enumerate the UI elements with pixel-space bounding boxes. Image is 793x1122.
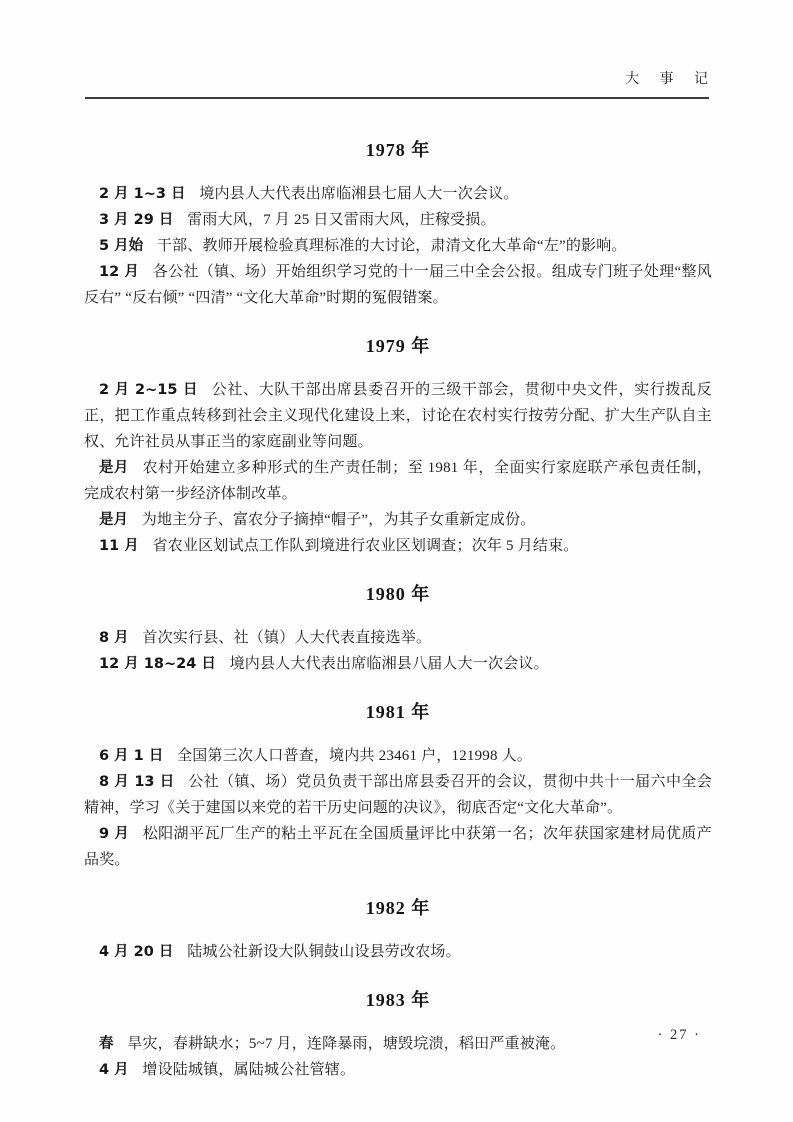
year-heading: 1980 年 xyxy=(365,584,431,604)
entry-date: 11 月 xyxy=(99,538,139,554)
entry-list xyxy=(84,377,712,559)
entry-list xyxy=(84,181,712,311)
entry-date: 是月 xyxy=(99,460,129,476)
year-heading: 1981 年 xyxy=(365,702,431,722)
entry-date: 5 月始 xyxy=(99,238,144,254)
chronicle-entry xyxy=(84,533,712,559)
entry-list xyxy=(84,1031,712,1083)
year-section xyxy=(84,701,712,873)
entry-date: 6 月 1 日 xyxy=(99,748,164,764)
chronicle-entry xyxy=(84,625,712,651)
year-section xyxy=(84,335,712,559)
entry-list xyxy=(84,625,712,677)
year-section xyxy=(84,139,712,311)
entry-text: 陆城公社新设大队铜鼓山设县劳改农场。 xyxy=(187,944,461,960)
year-section xyxy=(84,583,712,677)
entry-text: 旱灾，春耕缺水；5~7 月，连降暴雨，塘毁垸溃，稻田严重被淹。 xyxy=(127,1036,566,1052)
entry-date: 3 月 29 日 xyxy=(99,212,174,228)
entry-date: 2 月 2~15 日 xyxy=(99,382,198,398)
running-title: 大 事 记 xyxy=(625,71,716,87)
chronicle-entry xyxy=(84,651,712,677)
entry-date: 8 月 xyxy=(99,630,129,646)
chronicle-entry xyxy=(84,181,712,207)
entry-text: 各公社（镇、场）开始组织学习党的十一届三中全会公报。组成专门班子处理“整风反右” “反右倾” “四清” “文化大革命”时期的冤假错案。 xyxy=(84,264,712,306)
entry-text: 公社（镇、场）党员负责干部出席县委召开的会议，贯彻中共十一届六中全会精神，学习《关于建国以来党的若干历史问题的决议》，彻底否定“文化大革命”。 xyxy=(84,774,712,816)
entry-date: 是月 xyxy=(99,512,128,528)
page-number: · 27 · xyxy=(657,1027,701,1043)
chronicle-entry xyxy=(84,207,712,233)
chronicle-entry xyxy=(84,939,712,965)
entry-text: 首次实行县、社（镇）人大代表直接选举。 xyxy=(142,630,432,646)
chronicle-entry xyxy=(84,1057,712,1083)
entry-text: 农村开始建立多种形式的生产责任制；至 1981 年，全面实行家庭联产承包责任制，完成农村第一步经济体制改革。 xyxy=(84,460,712,502)
entry-text: 全国第三次人口普查，境内共 23461 户，121998 人。 xyxy=(177,748,533,764)
entry-text: 境内县人大代表出席临湘县七届人大一次会议。 xyxy=(199,186,519,202)
chronicle-entry xyxy=(84,507,712,533)
entry-text: 增设陆城镇，属陆城公社管辖。 xyxy=(142,1062,356,1078)
entry-text: 省农业区划试点工作队到境进行农业区划调查；次年 5 月结束。 xyxy=(152,538,579,554)
chronicle-entry xyxy=(84,259,712,311)
entry-date: 12 月 18~24 日 xyxy=(99,656,216,672)
entry-text: 松阳湖平瓦厂生产的粘土平瓦在全国质量评比中获第一名；次年获国家建材局优质产品奖。 xyxy=(84,826,712,868)
chronicle-entry xyxy=(84,377,712,455)
chronicle-entry xyxy=(84,769,712,821)
entry-date: 12 月 xyxy=(99,264,140,280)
entry-date: 4 月 xyxy=(99,1062,129,1078)
year-heading: 1979 年 xyxy=(365,336,431,356)
entry-list xyxy=(84,939,712,965)
entry-date: 2 月 1~3 日 xyxy=(99,186,186,202)
year-section xyxy=(84,897,712,965)
entry-date: 4 月 20 日 xyxy=(99,944,174,960)
year-heading: 1983 年 xyxy=(365,990,431,1010)
chronicle-entry xyxy=(84,1031,712,1057)
page-header xyxy=(85,0,716,99)
chronicle-entry xyxy=(84,455,712,507)
year-heading: 1982 年 xyxy=(365,898,431,918)
entry-text: 干部、教师开展检验真理标准的大讨论，肃清文化大革命“左”的影响。 xyxy=(156,238,627,254)
entry-text: 为地主分子、富农分子摘掉“帽子”，为其子女重新定成份。 xyxy=(141,512,536,528)
year-section xyxy=(84,989,712,1083)
entry-date: 9 月 xyxy=(99,826,130,842)
entry-text: 境内县人大代表出席临湘县八届人大一次会议。 xyxy=(229,656,549,672)
entry-text: 雷雨大风，7 月 25 日又雷雨大风，庄稼受损。 xyxy=(187,212,496,228)
chronicle-entry xyxy=(84,743,712,769)
entry-text: 公社、大队干部出席县委召开的三级干部会，贯彻中央文件，实行拨乱反正，把工作重点转移到社会主义现代化建设上来，讨论在农村实行按劳分配、扩大生产队自主权、允许社员从事正当的家庭副业等问题。 xyxy=(84,382,713,450)
chronicle-entry xyxy=(84,821,712,873)
chronicle-entry xyxy=(84,233,712,259)
entry-date: 8 月 13 日 xyxy=(99,774,175,790)
entry-date: 春 xyxy=(99,1036,114,1052)
chronicle-content xyxy=(84,99,712,1083)
year-heading: 1978 年 xyxy=(365,140,431,160)
entry-list xyxy=(84,743,712,873)
